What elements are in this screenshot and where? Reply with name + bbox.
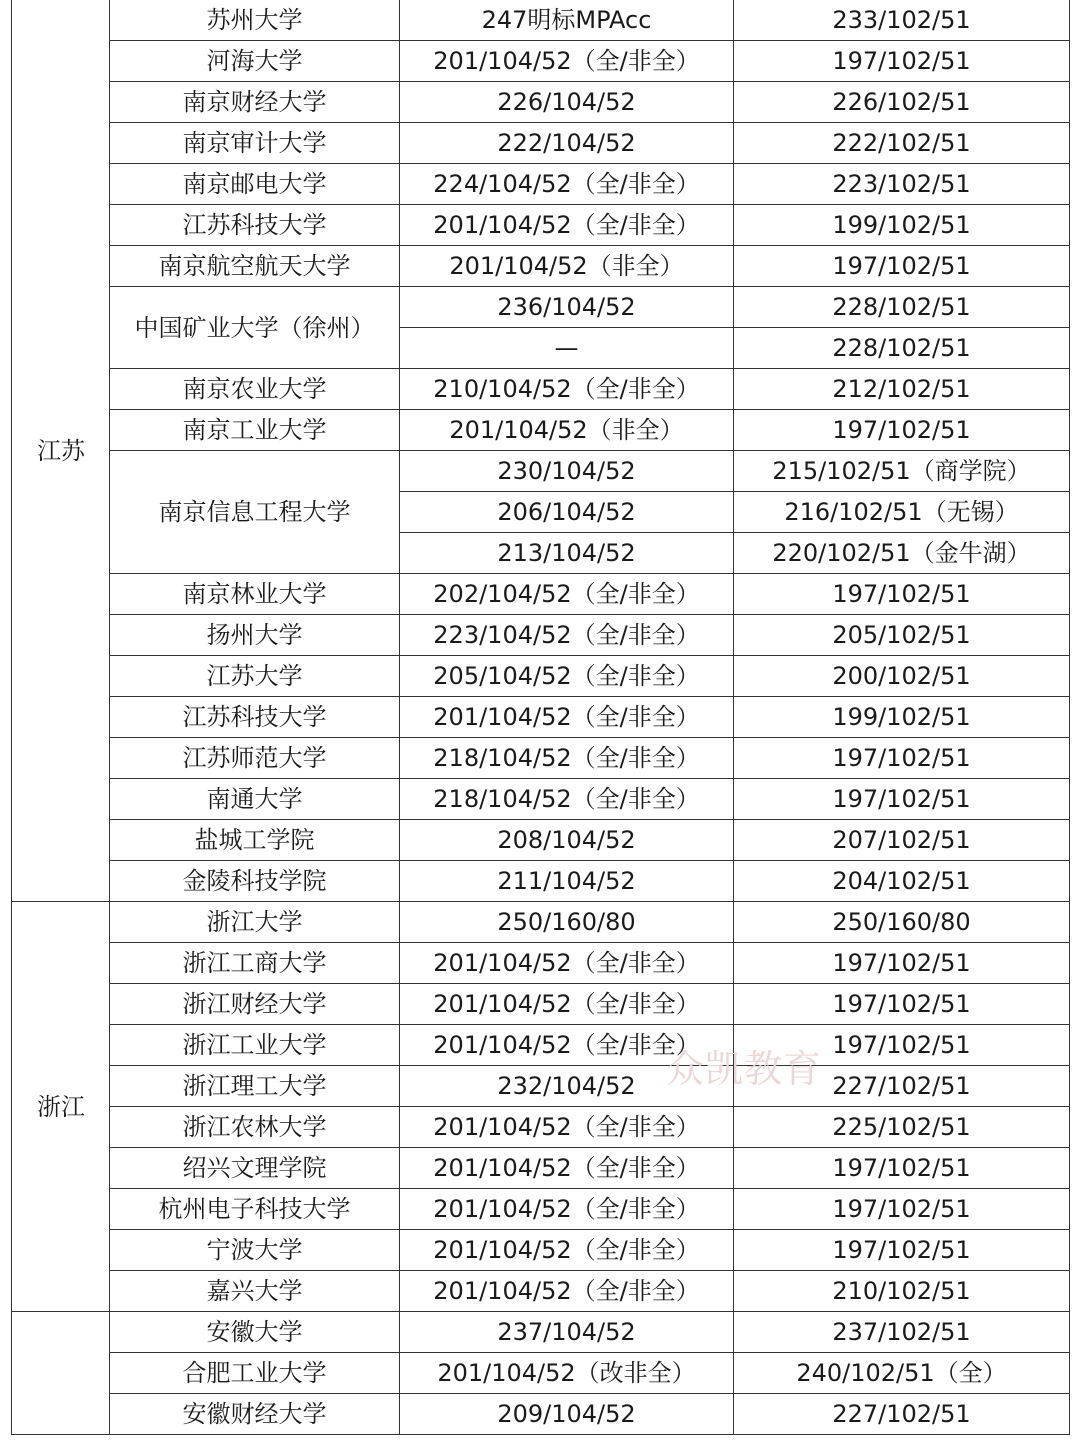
- score-2023-cell: 210/104/52（全/非全）: [400, 369, 734, 410]
- school-cell: 江苏大学: [110, 656, 400, 697]
- score-2022-cell: 237/102/51: [734, 1312, 1070, 1353]
- score-2022-cell: 197/102/51: [734, 574, 1070, 615]
- table-row: [12, 369, 1070, 410]
- table-row: [12, 123, 1070, 164]
- school-cell: 苏州大学: [110, 0, 400, 41]
- school-cell: 南京信息工程大学: [110, 451, 400, 574]
- table-row: [12, 861, 1070, 902]
- score-2022-cell: 212/102/51: [734, 369, 1070, 410]
- score-2022-cell: 227/102/51: [734, 1394, 1070, 1435]
- school-cell: 扬州大学: [110, 615, 400, 656]
- score-2022-cell: 197/102/51: [734, 1148, 1070, 1189]
- school-cell: 宁波大学: [110, 1230, 400, 1271]
- table-row: [12, 1271, 1070, 1312]
- table-row: [12, 820, 1070, 861]
- school-cell: 南京航空航天大学: [110, 246, 400, 287]
- school-cell: 中国矿业大学（徐州）: [110, 287, 400, 369]
- score-2023-cell: 202/104/52（全/非全）: [400, 574, 734, 615]
- school-cell: 浙江大学: [110, 902, 400, 943]
- school-cell: 浙江农林大学: [110, 1107, 400, 1148]
- score-2022-cell: 197/102/51: [734, 1189, 1070, 1230]
- school-cell: 金陵科技学院: [110, 861, 400, 902]
- school-cell: 浙江工业大学: [110, 1025, 400, 1066]
- score-2022-cell: 227/102/51: [734, 1066, 1070, 1107]
- score-2022-cell: 233/102/51: [734, 0, 1070, 41]
- table-row: [12, 1148, 1070, 1189]
- school-cell: 南京财经大学: [110, 82, 400, 123]
- table-row: [12, 287, 1070, 328]
- score-2023-cell: 236/104/52: [400, 287, 734, 328]
- school-cell: 南京邮电大学: [110, 164, 400, 205]
- school-cell: 安徽财经大学: [110, 1394, 400, 1435]
- score-2022-cell: 216/102/51（无锡）: [734, 492, 1070, 533]
- score-2023-cell: 201/104/52（全/非全）: [400, 1148, 734, 1189]
- score-2022-cell: 197/102/51: [734, 246, 1070, 287]
- score-2022-cell: 210/102/51: [734, 1271, 1070, 1312]
- score-2022-cell: 197/102/51: [734, 1230, 1070, 1271]
- table-row: [12, 1107, 1070, 1148]
- table-row: [12, 574, 1070, 615]
- school-cell: 杭州电子科技大学: [110, 1189, 400, 1230]
- score-2022-cell: 199/102/51: [734, 205, 1070, 246]
- school-cell: 南京审计大学: [110, 123, 400, 164]
- score-2023-cell: 218/104/52（全/非全）: [400, 738, 734, 779]
- school-cell: 南京农业大学: [110, 369, 400, 410]
- score-2023-cell: 201/104/52（全/非全）: [400, 205, 734, 246]
- score-2023-cell: 208/104/52: [400, 820, 734, 861]
- score-2023-cell: —: [400, 328, 734, 369]
- score-2023-cell: 201/104/52（全/非全）: [400, 1107, 734, 1148]
- table-row: [12, 410, 1070, 451]
- table-row: [12, 1066, 1070, 1107]
- score-2023-cell: 223/104/52（全/非全）: [400, 615, 734, 656]
- school-cell: 浙江理工大学: [110, 1066, 400, 1107]
- score-2022-cell: 226/102/51: [734, 82, 1070, 123]
- score-2023-cell: 213/104/52: [400, 533, 734, 574]
- score-2023-cell: 201/104/52（全/非全）: [400, 1230, 734, 1271]
- score-2023-cell: 201/104/52（全/非全）: [400, 1189, 734, 1230]
- score-2022-cell: 205/102/51: [734, 615, 1070, 656]
- school-cell: 安徽大学: [110, 1312, 400, 1353]
- school-cell: 江苏科技大学: [110, 697, 400, 738]
- score-2023-cell: 201/104/52（全/非全）: [400, 697, 734, 738]
- score-2022-cell: 197/102/51: [734, 41, 1070, 82]
- table-row: [12, 1312, 1070, 1353]
- score-2023-cell: 206/104/52: [400, 492, 734, 533]
- table-row: [12, 1230, 1070, 1271]
- score-2022-cell: 207/102/51: [734, 820, 1070, 861]
- score-2023-cell: 201/104/52（全/非全）: [400, 943, 734, 984]
- score-2023-cell: 222/104/52: [400, 123, 734, 164]
- score-2022-cell: 197/102/51: [734, 738, 1070, 779]
- score-2022-cell: 197/102/51: [734, 779, 1070, 820]
- table-row: [12, 1025, 1070, 1066]
- table-row: [12, 943, 1070, 984]
- table-row: [12, 984, 1070, 1025]
- score-2023-cell: 211/104/52: [400, 861, 734, 902]
- score-2022-cell: 223/102/51: [734, 164, 1070, 205]
- score-2022-cell: 240/102/51（全）: [734, 1353, 1070, 1394]
- score-2023-cell: 218/104/52（全/非全）: [400, 779, 734, 820]
- score-2023-cell: 205/104/52（全/非全）: [400, 656, 734, 697]
- score-2022-cell: 228/102/51: [734, 328, 1070, 369]
- table-row: [12, 451, 1070, 492]
- score-2023-cell: 232/104/52: [400, 1066, 734, 1107]
- table-row: [12, 164, 1070, 205]
- province-cell: 浙江: [12, 902, 110, 1312]
- watermark: 众凯教育: [666, 1047, 823, 1091]
- score-2023-cell: 201/104/52（非全）: [400, 246, 734, 287]
- score-2023-cell: 247明标MPAcc: [400, 0, 734, 41]
- score-2023-cell: 250/160/80: [400, 902, 734, 943]
- school-cell: 河海大学: [110, 41, 400, 82]
- score-2022-cell: 228/102/51: [734, 287, 1070, 328]
- table-row: [12, 656, 1070, 697]
- school-cell: 南京林业大学: [110, 574, 400, 615]
- province-cell: [12, 1312, 110, 1435]
- score-2022-cell: 197/102/51: [734, 943, 1070, 984]
- score-2022-cell: 220/102/51（金牛湖）: [734, 533, 1070, 574]
- score-2022-cell: 204/102/51: [734, 861, 1070, 902]
- table-row: [12, 738, 1070, 779]
- school-cell: 南京工业大学: [110, 410, 400, 451]
- table-row: [12, 1353, 1070, 1394]
- score-2022-cell: 199/102/51: [734, 697, 1070, 738]
- score-2023-cell: 201/104/52（全/非全）: [400, 1271, 734, 1312]
- school-cell: 合肥工业大学: [110, 1353, 400, 1394]
- table-row: [12, 82, 1070, 123]
- score-2022-cell: 250/160/80: [734, 902, 1070, 943]
- school-cell: 江苏科技大学: [110, 205, 400, 246]
- score-2023-cell: 237/104/52: [400, 1312, 734, 1353]
- school-cell: 江苏师范大学: [110, 738, 400, 779]
- table-row: [12, 246, 1070, 287]
- province-cell: 江苏: [12, 0, 110, 902]
- school-cell: 嘉兴大学: [110, 1271, 400, 1312]
- score-2023-cell: 201/104/52（非全）: [400, 410, 734, 451]
- score-2022-cell: 222/102/51: [734, 123, 1070, 164]
- score-2022-cell: 197/102/51: [734, 410, 1070, 451]
- score-2023-cell: 201/104/52（全/非全）: [400, 984, 734, 1025]
- score-table: [11, 0, 1070, 1435]
- school-cell: 浙江财经大学: [110, 984, 400, 1025]
- school-cell: 南通大学: [110, 779, 400, 820]
- table-row: [12, 615, 1070, 656]
- table-row: [12, 779, 1070, 820]
- table-row: [12, 902, 1070, 943]
- score-2022-cell: 197/102/51: [734, 1025, 1070, 1066]
- table-row: [12, 41, 1070, 82]
- table-row: [12, 1394, 1070, 1435]
- score-2023-cell: 224/104/52（全/非全）: [400, 164, 734, 205]
- score-2022-cell: 225/102/51: [734, 1107, 1070, 1148]
- school-cell: 绍兴文理学院: [110, 1148, 400, 1189]
- school-cell: 浙江工商大学: [110, 943, 400, 984]
- score-2023-cell: 201/104/52（改非全）: [400, 1353, 734, 1394]
- score-2023-cell: 230/104/52: [400, 451, 734, 492]
- table-row: [12, 697, 1070, 738]
- score-2023-cell: 201/104/52（全/非全）: [400, 41, 734, 82]
- score-2023-cell: 226/104/52: [400, 82, 734, 123]
- score-2022-cell: 197/102/51: [734, 984, 1070, 1025]
- score-2023-cell: 201/104/52（全/非全）: [400, 1025, 734, 1066]
- table-row: [12, 0, 1070, 41]
- table-row: [12, 205, 1070, 246]
- score-2022-cell: 215/102/51（商学院）: [734, 451, 1070, 492]
- score-2023-cell: 209/104/52: [400, 1394, 734, 1435]
- score-2022-cell: 200/102/51: [734, 656, 1070, 697]
- table-row: [12, 1189, 1070, 1230]
- school-cell: 盐城工学院: [110, 820, 400, 861]
